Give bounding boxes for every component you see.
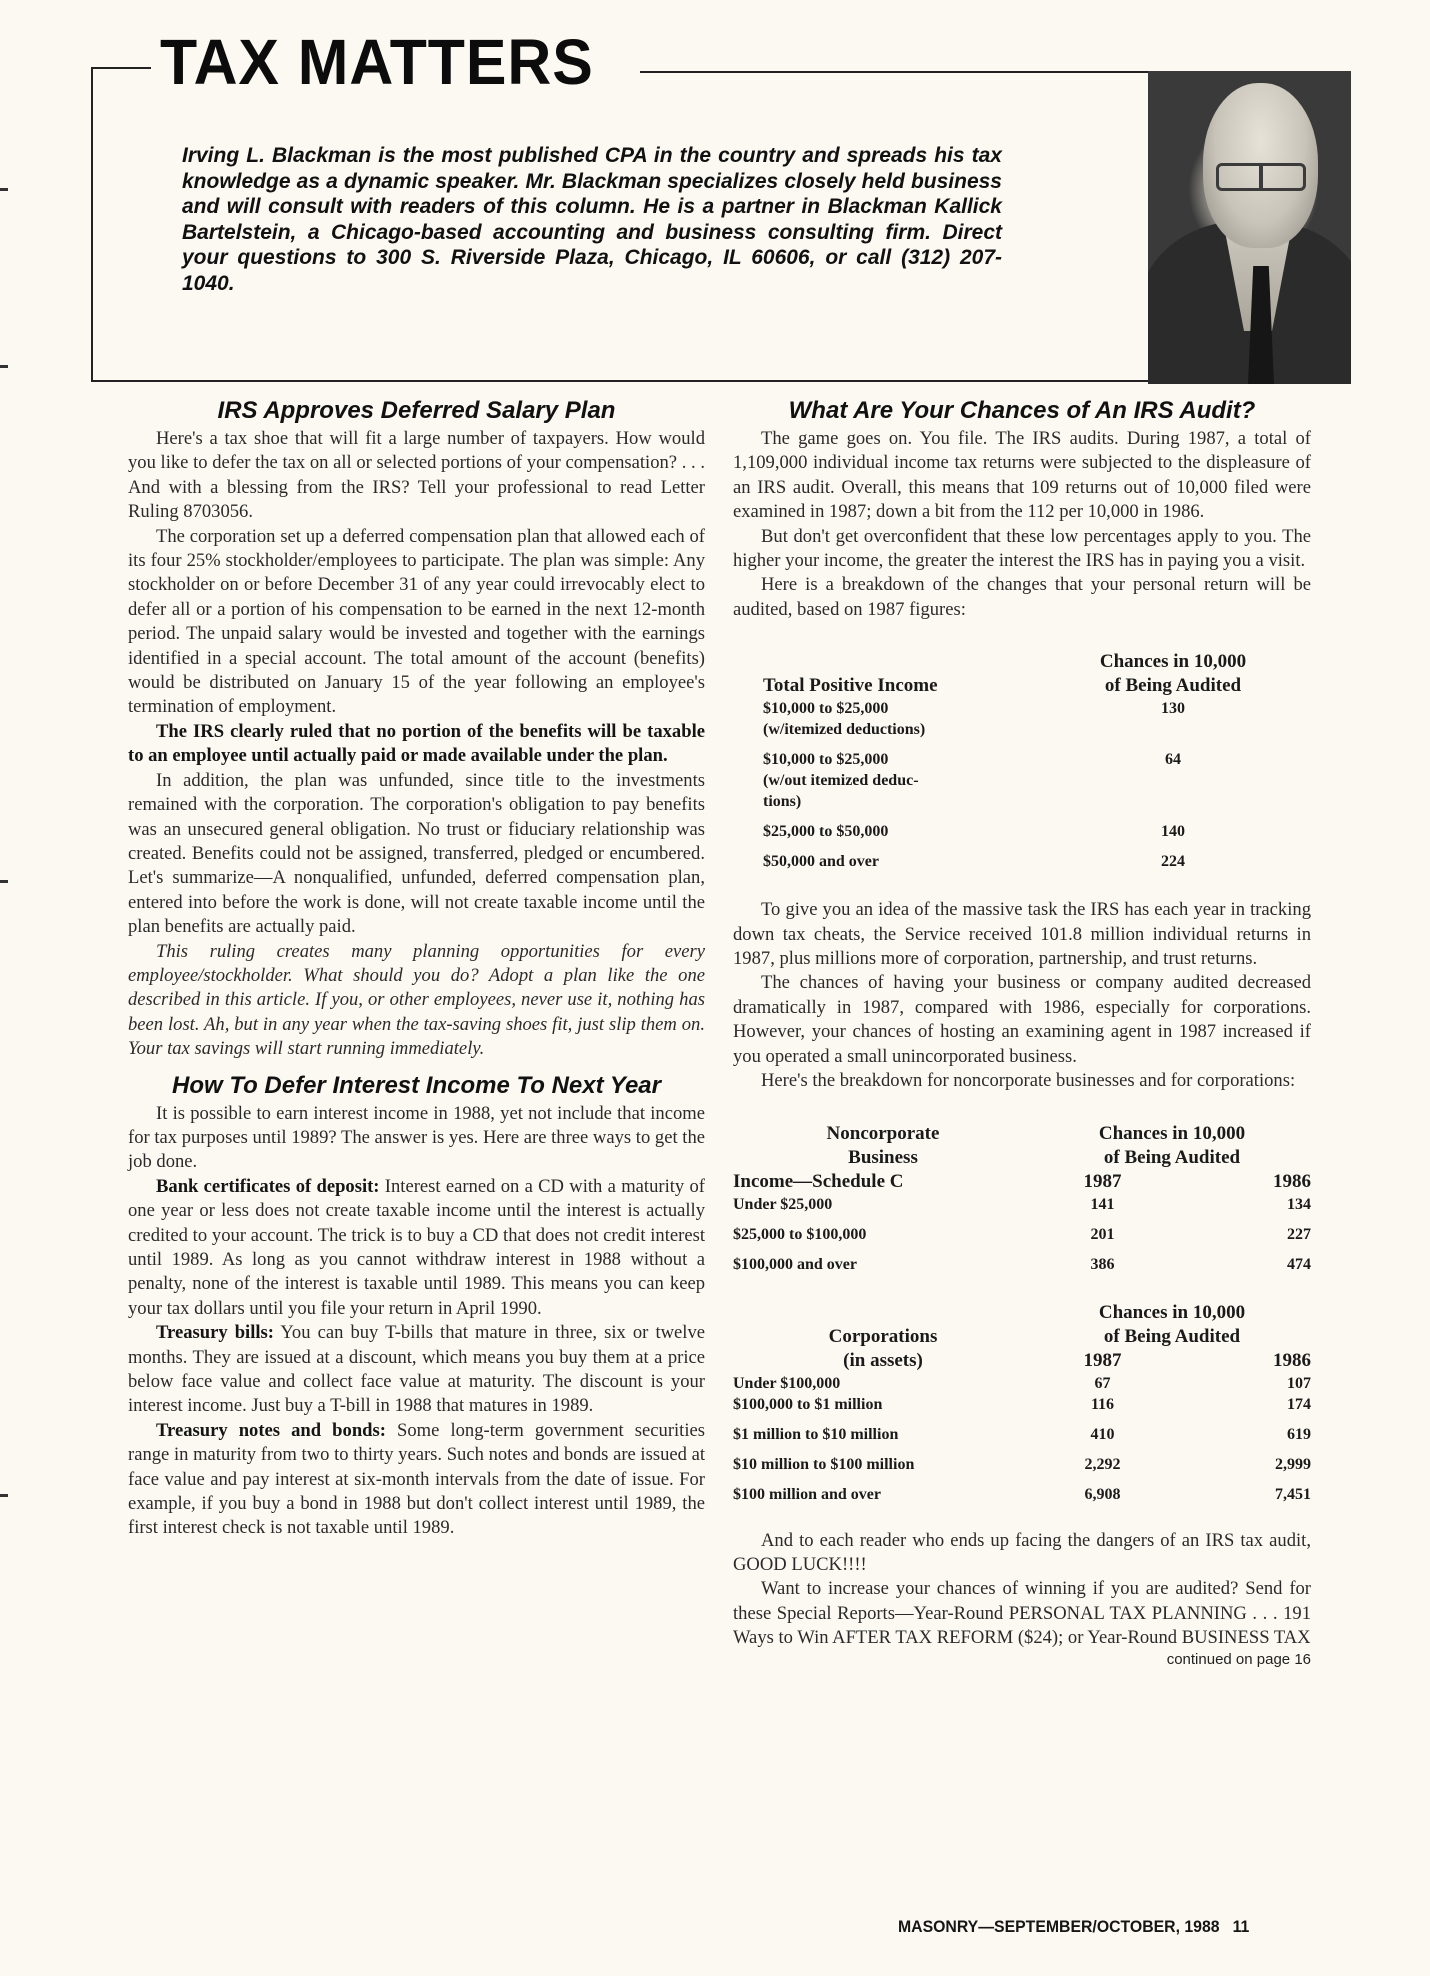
value-1987: 410 [1090,1425,1115,1443]
table-header: Total Positive Income [763,675,938,697]
income-label: $10,000 to $25,000 (w/itemized deductions) [763,700,926,739]
table-header-row [763,650,1283,698]
author-photo [1148,71,1351,384]
photo-glasses [1216,163,1306,191]
table-row [733,1373,1311,1394]
income-label: $25,000 to $50,000 [763,823,889,841]
column-masthead: TAX MATTERS [160,26,594,98]
value-1987: 6,908 [1084,1485,1121,1503]
value-1986: 7,451 [1275,1485,1311,1503]
value-1986: 107 [1287,1374,1311,1392]
table-row [733,1475,1311,1505]
paragraph-emphasis: The IRS clearly ruled that no portion of the benefits will be taxable to an employee until actually paid or made available under the plan. [128,720,705,767]
income-label: $50,000 and over [763,853,879,871]
paragraph: Here is a breakdown of the changes that your personal return will be audited, based on 1987 figures: [733,574,1311,620]
page-footer [898,1917,1249,1937]
table-row [733,1215,1311,1245]
value-1986: 619 [1287,1425,1311,1443]
lead-in: Bank certificates of deposit: [156,1175,380,1197]
value-1987: 386 [1090,1255,1115,1273]
audit-chance: 64 [1165,751,1181,769]
assets-label: Under $100,000 [733,1374,841,1392]
lead-in: Treasury bills: [156,1322,274,1344]
right-column [733,395,1311,1669]
paragraph-body: You can buy T-bills that mature in three, six or twelve months. They are issued at a discount, which means you buy them at a price below face value and collect face value at maturity. The discount is your interest income. Just buy a T-bill in 1988 that matures in 1989. [128,1322,706,1417]
paragraph-tbills [128,1321,705,1419]
table-header: Income—Schedule C [733,1170,904,1192]
continued-notice[interactable]: continued on page 16 [1166,1650,1311,1668]
paragraph: The corporation set up a deferred compensation plan that allowed each of its four 25% stockholder/employees to participate. The plan was simple: Any stockholder on or before December 31 of any year could irrevocably elect to defer all or a portion of his compensation to be earned in the next 12-month period. The unpaid salary would be invested and together with the earnings identified in a special account. The total amount of the account (benefits) would be distributed on January 15 of the year following an employee's termination of employment. [128,525,705,718]
header-rule-left [91,67,151,69]
paragraph: Want to increase your chances of winning if you are audited? Send for these Special Reports—Year-Round PERSONAL TAX PLANNING . . . 191 Ways to Win AFTER TAX REFORM ($24); or Year-Round BUSINESS TAX [733,1578,1311,1649]
table-header: (in assets) [843,1349,923,1371]
table-row [733,1245,1311,1275]
table-header: Chances in 10,000 of Being Audited [1098,1301,1246,1347]
paragraph: Here's a tax shoe that will fit a large number of taxpayers. How would you like to defer the tax on all or selected portions of your compensation? . . . And with a blessing from the IRS? Tell your professional to read Letter Ruling 8703056. [128,428,705,523]
assets-label: $1 million to $10 million [733,1425,899,1443]
table-row [763,740,1283,812]
corporate-audit-table [733,1301,1311,1505]
binding-mark [0,188,8,191]
binding-mark [0,1494,8,1497]
audit-chance: 140 [1161,823,1185,841]
paragraph: And to each reader who ends up facing the dangers of an IRS tax audit, GOOD LUCK!!!! [733,1529,1311,1575]
author-bio: Irving L. Blackman is the most published CPA in the country and spreads his tax knowledge as a dynamic speaker. Mr. Blackman specializes closely held business and will consult with readers of this column. He is a partner in Blackman Kallick Bartelstein, a Chicago-based accounting and business consulting firm. Direct your questions to 300 S. Riverside Plaza, Chicago, IL 60606, or call (312) 207-1040. [182,144,1002,295]
value-1987: 116 [1090,1395,1115,1413]
value-1986: 2,999 [1275,1455,1311,1473]
table-header-row [733,1349,1311,1373]
table-header: Corporations [828,1325,938,1347]
table-header: Chances in 10,000 of Being Audited [1099,651,1247,697]
noncorporate-audit-table [733,1122,1311,1275]
value-1987: 201 [1090,1225,1115,1243]
value-1987: 141 [1090,1195,1115,1213]
income-label: $100,000 and over [733,1255,857,1273]
table-header: Chances in 10,000 of Being Audited [1098,1122,1246,1168]
year-header: 1986 [1273,1349,1311,1371]
spacer [733,622,1311,650]
value-1986: 174 [1287,1395,1311,1413]
article-title-defer-interest: How To Defer Interest Income To Next Year [171,1071,661,1099]
paragraph-cd [128,1175,705,1321]
page-number: 11 [1232,1917,1250,1936]
year-header: 1987 [1083,1349,1122,1371]
table-header-row [733,1170,1311,1194]
table-row [733,1194,1311,1215]
paragraph-body: Interest earned on a CD with a maturity of one year or less does not create taxable income until the interest is actually credited to your account. The trick is to buy a CD that does not credit interest until 1989. As long as you cannot withdraw interest in 1988 without a penalty, none of the interest is taxable until 1989. This means you can keep your tax dollars until you file your return in April 1990. [128,1175,705,1319]
paragraph: In addition, the plan was unfunded, since title to the investments remained with the corporation. The corporation's obligation to pay benefits was an unsecured general obligation. No trust or fiduciary relationship was created. Benefits could not be assigned, transferred, pledged or encumbered. Let's summarize—A nonqualified, unfunded, deferred compensation plan, entered into before the work is done, will not create taxable income until the plan benefits are actually paid. [128,769,705,938]
paragraph: Here's the breakdown for noncorporate businesses and for corporations: [761,1070,1296,1092]
value-1987: 2,292 [1084,1455,1121,1473]
table-row [763,842,1283,872]
article-title-deferred-salary: IRS Approves Deferred Salary Plan [217,397,616,424]
paragraph: To give you an idea of the massive task the IRS has each year in tracking down tax cheats, the Service received 101.8 million individual returns in 1987, plus millions more of corporation, partnership, and trust returns. [733,899,1311,970]
paragraph: But don't get overconfident that these low percentages apply to you. The higher your income, the greater the interest the IRS has in paying you a visit. [733,525,1311,572]
audit-chance: 224 [1161,853,1185,871]
income-label: Under $25,000 [733,1195,833,1213]
binding-mark [0,880,8,883]
table-row [733,1445,1311,1475]
article-title-audit-chances: What Are Your Chances of An IRS Audit? [788,397,1256,424]
table-row [763,812,1283,842]
value-1986: 474 [1287,1255,1311,1273]
paragraph: The chances of having your business or company audited decreased dramatically in 1987, compared with 1986, especially for corporations. However, your chances of hosting an examining agent in 1987 increased if you operated a small unincorporated business. [733,972,1311,1067]
value-1986: 227 [1287,1225,1311,1243]
assets-label: $10 million to $100 million [733,1455,915,1473]
paragraph: The game goes on. You file. The IRS audits. During 1987, a total of 1,109,000 individual income tax returns were subjected to the displeasure of an IRS audit. Overall, this means that 109 returns out of 10,000 filed were examined in 1987; down a bit from the 112 per 10,000 in 1986. [733,428,1311,523]
audit-chance: 130 [1161,700,1185,718]
binding-mark [0,365,8,368]
left-column [128,395,705,1541]
year-header: 1987 [1083,1170,1122,1192]
lead-in: Treasury notes and bonds: [156,1419,386,1441]
paragraph-italic: This ruling creates many planning opportunities for every employee/stockholder. What should you do? Adopt a plan like the one described in this article. If you, or other employees, never use it, nothing has been lost. Ah, but in any year when the tax-saving shoes fit, just slip them on. Your tax savings will start running immediately. [128,940,705,1060]
table-row [733,1415,1311,1445]
table-row [763,698,1283,740]
value-1986: 134 [1287,1195,1311,1213]
publication-info: MASONRY—SEPTEMBER/OCTOBER, 1988 [898,1917,1220,1936]
paragraph-notes-bonds [128,1419,705,1541]
income-label: $10,000 to $25,000 (w/out itemized deduc- tions) [763,751,919,811]
spacer [733,1094,1311,1122]
paragraph-body: Some long-term government securities range in maturity from two to thirty years. Such notes and bonds are issued at face value and pay interest at six-month intervals from the date of issue. For example, if you buy a bond in 1988 but don't collect interest until 1989, the first interest check is not taxable until 1989. [128,1419,706,1539]
table-row [733,1394,1311,1415]
income-label: $25,000 to $100,000 [733,1225,867,1243]
table-header: Noncorporate Business [826,1122,940,1168]
value-1987: 67 [1094,1374,1111,1392]
year-header: 1986 [1273,1170,1311,1192]
paragraph: It is possible to earn interest income in 1988, yet not include that income for tax purposes until 1989? The answer is yes. Here are three ways to get the job done. [128,1102,705,1173]
assets-label: $100 million and over [733,1485,882,1503]
individual-audit-table [763,650,1283,872]
assets-label: $100,000 to $1 million [733,1395,883,1413]
table-header-row [733,1301,1311,1349]
table-header-row [733,1122,1311,1170]
